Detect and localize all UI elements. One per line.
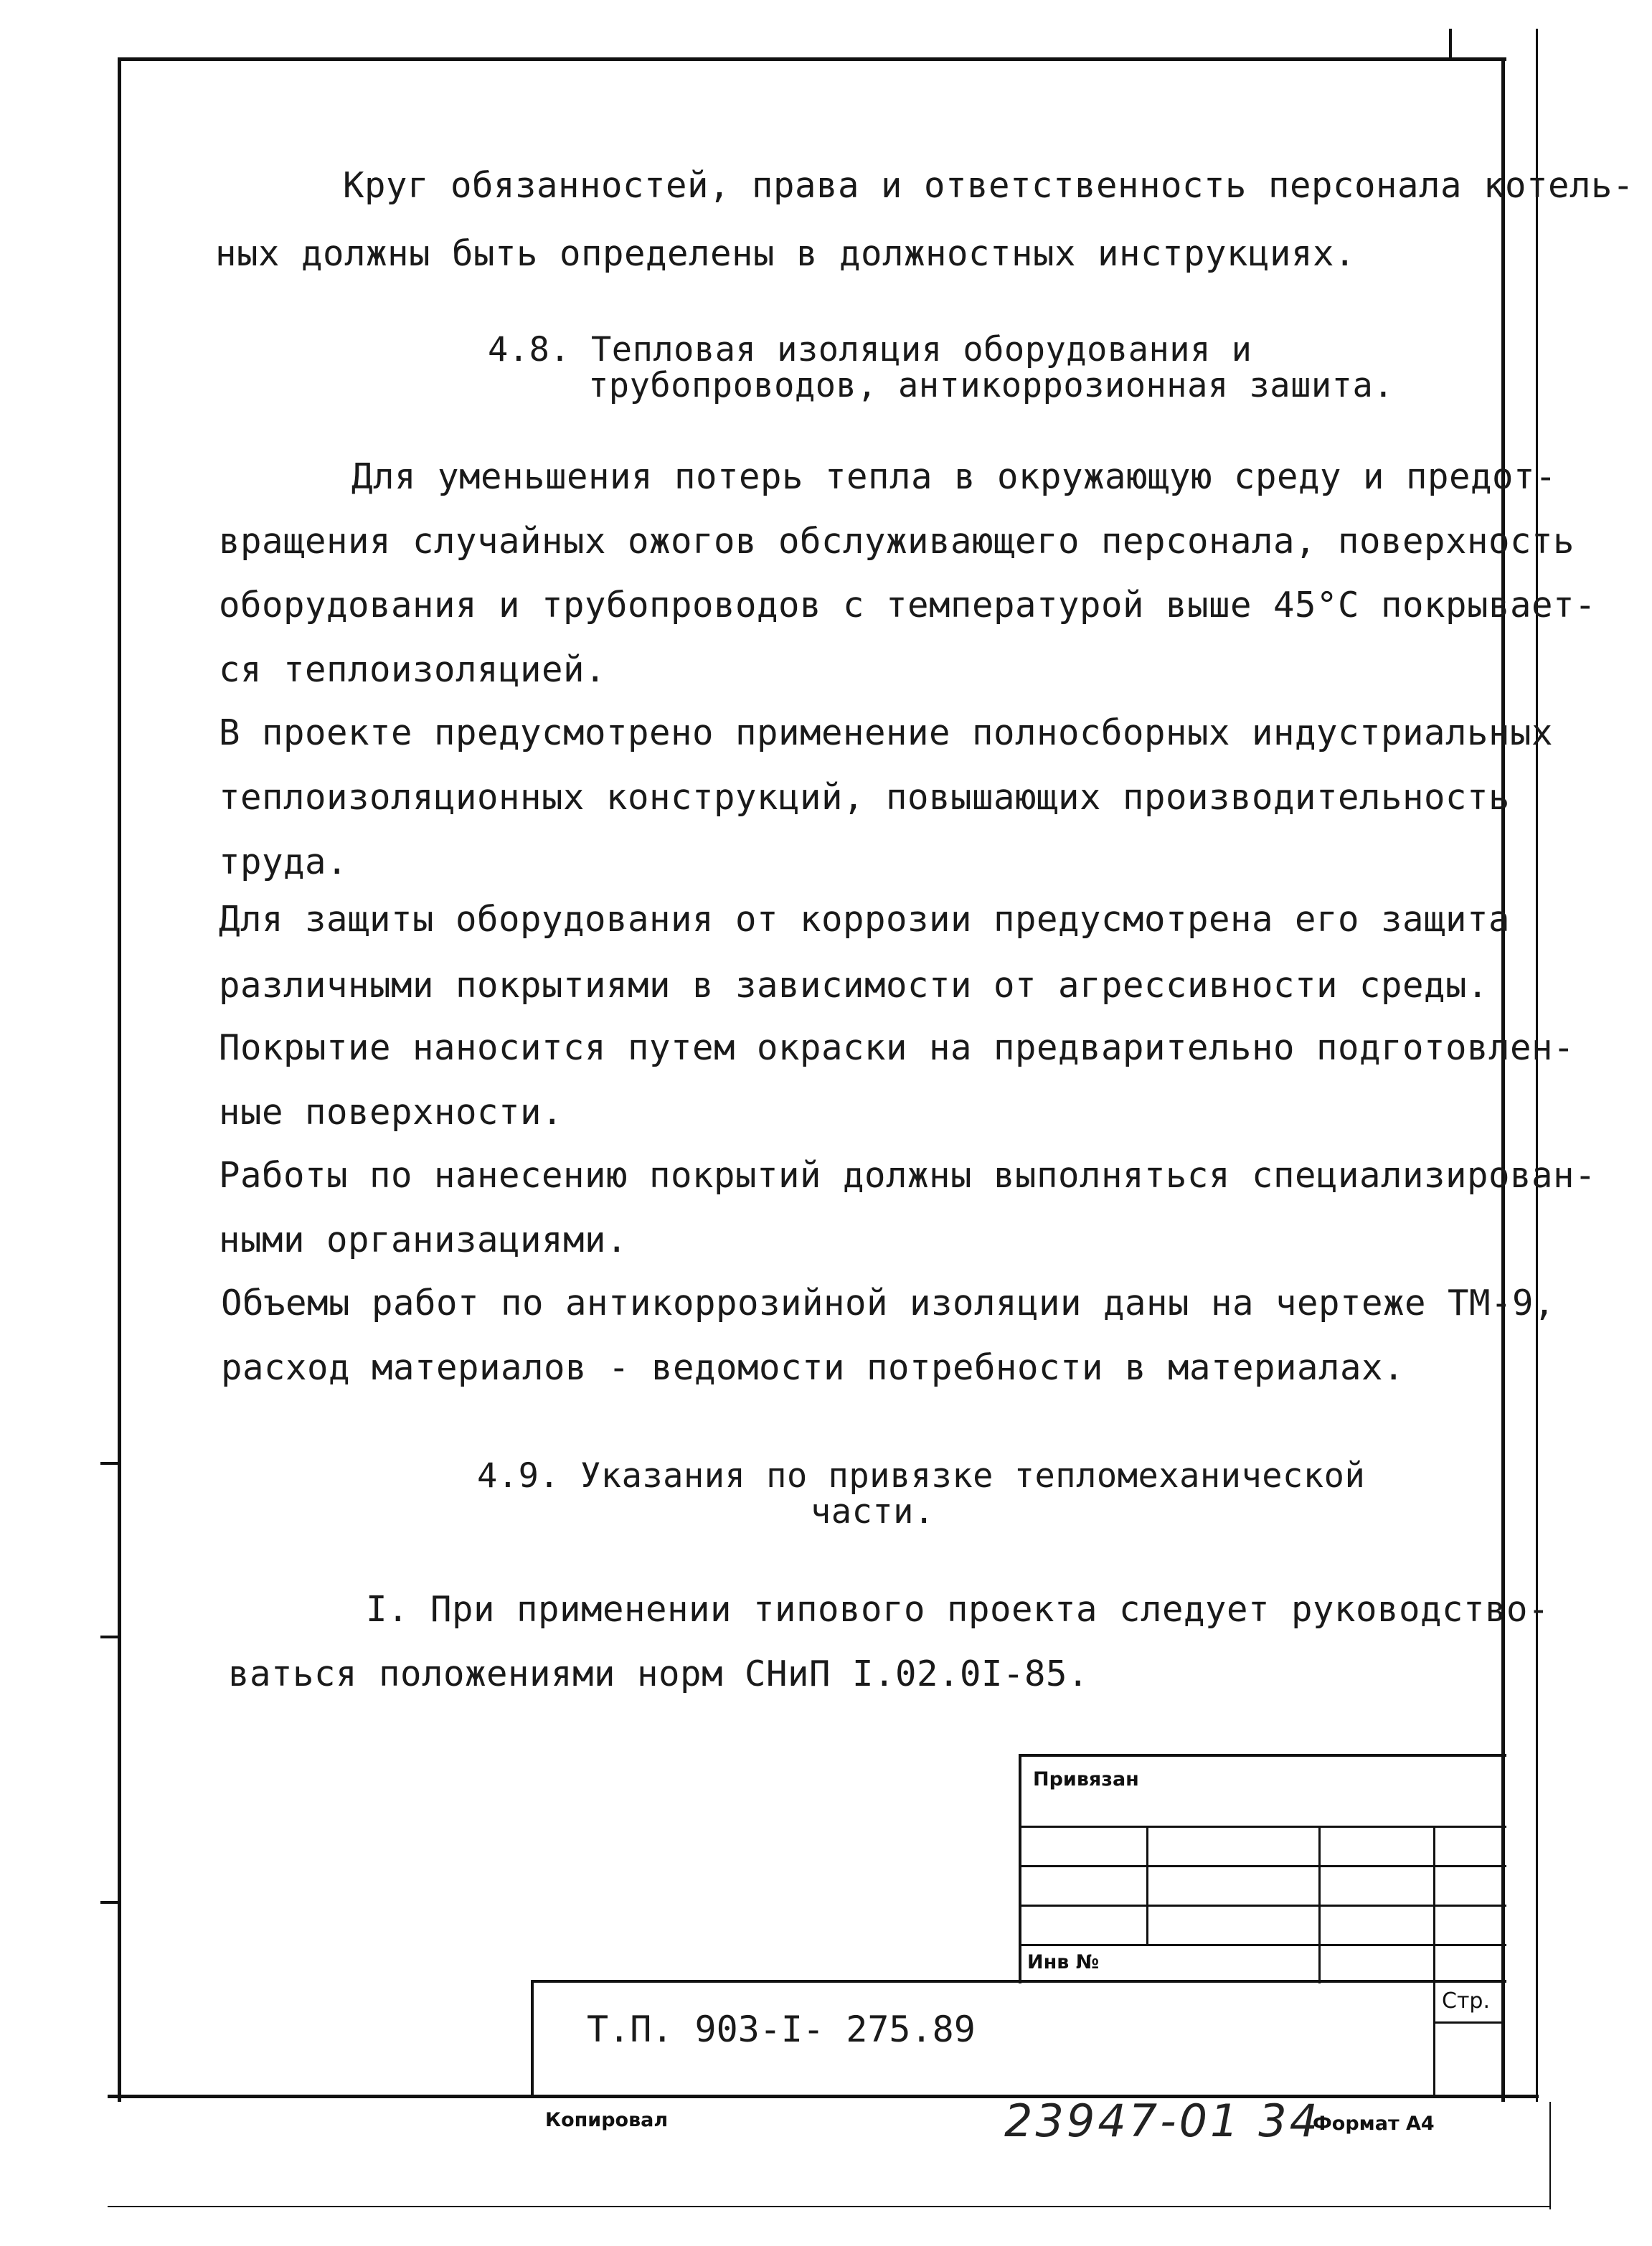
paragraph-line: труда. xyxy=(219,841,349,882)
margin-tick xyxy=(100,1462,121,1465)
paragraph-line: оборудования и трубопроводов с температурой выше 45°С покрывает- xyxy=(219,585,1597,626)
paragraph-line: I. При применении типового проекта следует руководство- xyxy=(366,1589,1550,1630)
page-label: Стр. xyxy=(1442,1988,1491,2014)
frame-left xyxy=(118,57,121,2102)
paragraph-line: различными покрытиями в зависимости от агрессивности среды. xyxy=(219,965,1489,1006)
frame-bottom xyxy=(108,2095,1539,2098)
paragraph-line: ных должны быть определены в должностных инструкциях. xyxy=(215,233,1356,274)
paragraph-line: ся теплоизоляцией. xyxy=(219,649,607,690)
margin-tick xyxy=(100,1636,121,1638)
section-heading: 4.8. Тепловая изоляция оборудования и xyxy=(488,330,1252,369)
document-code: Т.П. 903-I- 275.89 xyxy=(587,2009,976,2050)
paragraph-line: Для защиты оборудования от коррозии предусмотрена его защита xyxy=(219,899,1511,940)
paragraph-line: ными организациями. xyxy=(219,1219,628,1260)
copied-label: Копировал xyxy=(545,2109,669,2131)
paragraph-line: В проекте предусмотрено применение полносборных индустриальных xyxy=(219,712,1554,753)
corner-mark xyxy=(1449,29,1452,57)
paragraph-line: теплоизоляционных конструкций, повышающих производительность xyxy=(219,777,1511,818)
handwritten-number: 23947-01 34 xyxy=(1004,2095,1321,2147)
margin-tick xyxy=(100,1901,121,1904)
frame-top xyxy=(118,57,1506,61)
section-heading: трубопроводов, антикоррозионная зашита. xyxy=(588,366,1394,405)
format-label: Формат А4 xyxy=(1313,2113,1435,2135)
paragraph-line: Круг обязанностей, права и ответственность персонала котель- xyxy=(343,165,1635,206)
section-heading: части. xyxy=(811,1492,935,1532)
section-heading: 4.9. Указания по привязке тепломеханической xyxy=(477,1456,1366,1496)
paragraph-line: ваться положениями норм СНиП I.02.0I-85. xyxy=(228,1653,1090,1694)
paragraph-line: Покрытие наносится путем окраски на предварительно подготовлен- xyxy=(219,1027,1575,1068)
paragraph-line: расход материалов - ведомости потребности в материалах. xyxy=(221,1347,1405,1388)
paragraph-line: вращения случайных ожогов обслуживающего персонала, поверхность xyxy=(219,521,1575,562)
paragraph-line: ные поверхности. xyxy=(219,1092,564,1133)
paragraph-line: Работы по нанесению покрытий должны выполняться специализирован- xyxy=(219,1155,1597,1196)
paragraph-line: Объемы работ по антикоррозийной изоляции даны на чертеже ТМ-9, xyxy=(221,1283,1556,1323)
page-edge-right xyxy=(1549,2102,1551,2209)
page-edge-bottom xyxy=(108,2206,1549,2207)
paragraph-line: Для уменьшения потерь тепла в окружающую среду и предот- xyxy=(351,456,1557,497)
privyazan-label: Привязан xyxy=(1033,1768,1139,1790)
inv-number-label: Инв № xyxy=(1027,1951,1100,1973)
